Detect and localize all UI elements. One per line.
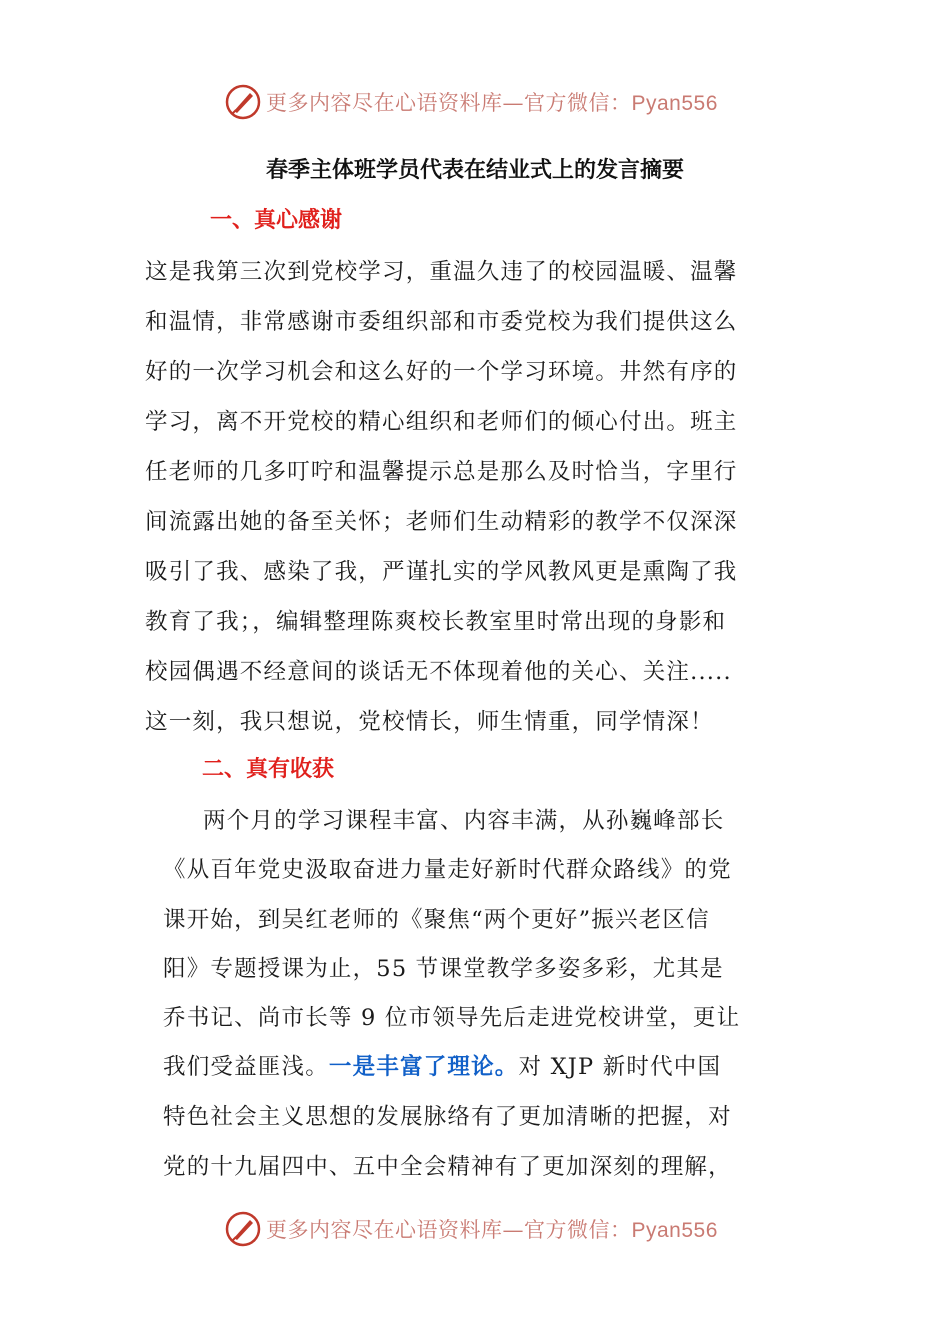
- watermark-banner-bottom: [224, 1209, 718, 1249]
- paragraph-line: 特色社会主义思想的发展脉络有了更加清晰的把握，对: [163, 1104, 732, 1130]
- paragraph-line: 间流露出她的备至关怀；老师们生动精彩的教学不仅深深: [145, 509, 738, 535]
- watermark-text: 更多内容尽在心语资料库—官方微信：: [266, 91, 632, 115]
- paragraph-line: 学习，离不开党校的精心组织和老师们的倾心付出。班主: [145, 409, 738, 435]
- section-heading-1: 一、真心感谢: [210, 208, 343, 233]
- document-title: 春季主体班学员代表在结业式上的发言摘要: [265, 158, 684, 183]
- watermark-wechat: Pyan556: [631, 1219, 718, 1242]
- paragraph-line: 乔书记、尚市长等 9 位市领导先后走进党校讲堂，更让: [163, 1005, 741, 1031]
- paragraph-line: 两个月的学习课程丰富、内容丰满，从孙巍峰部长: [203, 808, 725, 834]
- paragraph-line: 课开始，到吴红老师的《聚焦“两个更好”振兴老区信: [163, 907, 710, 933]
- watermark-wechat: Pyan556: [631, 92, 718, 115]
- paragraph-line: 党的十九届四中、五中全会精神有了更加深刻的理解，: [163, 1154, 732, 1180]
- paragraph-line: 这一刻，我只想说，党校情长，师生情重，同学情深！: [145, 709, 714, 735]
- paragraph-line: [163, 1049, 721, 1081]
- watermark-text: 更多内容尽在心语资料库—官方微信：: [266, 1218, 632, 1242]
- paragraph-line: 《从百年党史汲取奋进力量走好新时代群众路线》的党: [163, 857, 732, 883]
- paragraph-line: 教育了我；，编辑整理陈爽校长教室里时常出现的身影和: [145, 609, 727, 635]
- line-text: 我们受益匪浅。: [163, 1054, 329, 1080]
- paragraph-line: 任老师的几多叮咛和温馨提示总是那么及时恰当，字里行: [145, 459, 738, 485]
- paragraph-line: 校园偶遇不经意间的谈话无不体现着他的关心、关注.....: [145, 659, 732, 685]
- quill-logo-icon: [224, 1210, 262, 1248]
- paragraph-line: 吸引了我、感染了我，严谨扎实的学风教风更是熏陶了我: [145, 559, 738, 585]
- paragraph-line: 和温情，非常感谢市委组织部和市委党校为我们提供这么: [145, 309, 738, 335]
- paragraph-line: 阳》专题授课为止，55 节课堂教学多姿多彩，尤其是: [163, 956, 724, 982]
- highlight-text: 一是丰富了理论。: [328, 1054, 519, 1080]
- watermark-banner-top: [224, 82, 718, 122]
- section-heading-2: 二、真有收获: [202, 757, 335, 782]
- paragraph-line: 好的一次学习机会和这么好的一个学习环境。井然有序的: [145, 359, 738, 385]
- quill-logo-icon: [224, 83, 262, 121]
- line-text: 对 XJP 新时代中国: [518, 1054, 722, 1080]
- paragraph-line: 这是我第三次到党校学习，重温久违了的校园温暖、温馨: [145, 259, 738, 285]
